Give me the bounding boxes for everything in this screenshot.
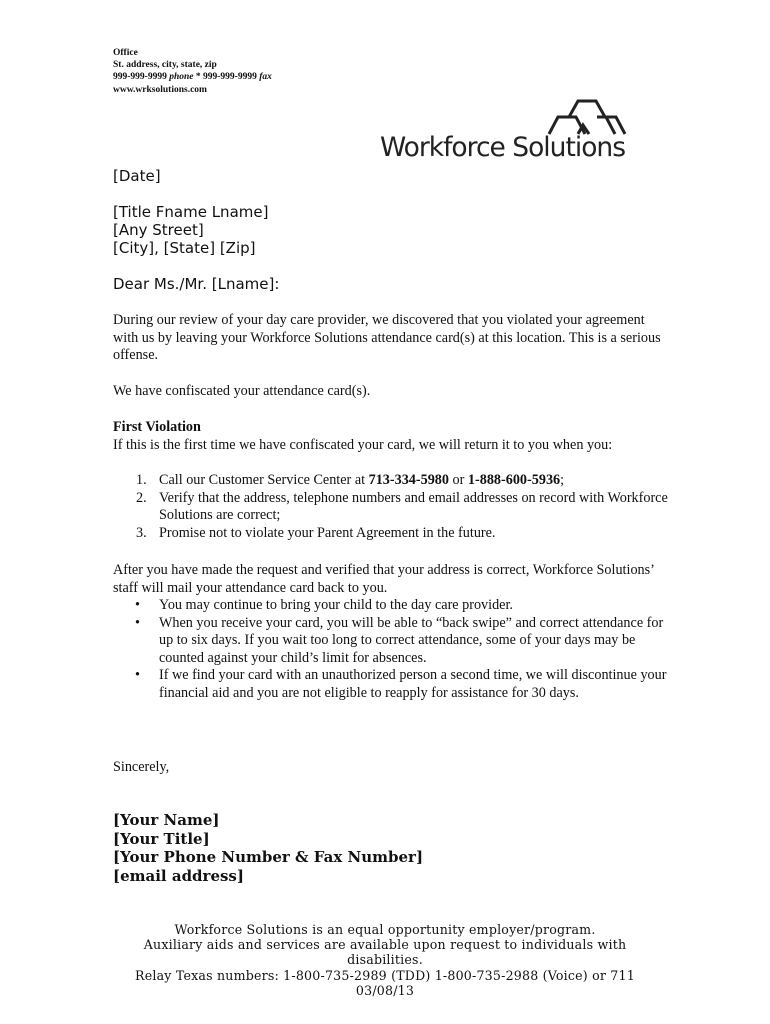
signature-name: [Your Name] <box>113 811 220 829</box>
step-text: Promise not to violate your Parent Agreement in the future. <box>159 524 496 541</box>
list-number: 2. <box>136 489 147 506</box>
salutation: Dear Ms./Mr. [Lname]: <box>113 275 280 293</box>
signature-email: [email address] <box>113 866 244 885</box>
office-phone: 999-999-9999 <box>113 72 167 83</box>
phone-number-local: 713-334-5980 <box>368 472 449 488</box>
steps-list <box>113 472 673 542</box>
bullet-icon: • <box>135 614 140 631</box>
paragraph-confiscated: We have confiscated your attendance card(s). <box>113 383 371 399</box>
office-name: Office <box>113 48 138 58</box>
office-phone-fax <box>113 71 272 83</box>
step-text: ; <box>560 472 565 488</box>
office-header <box>113 47 272 96</box>
bullet-icon: • <box>135 667 140 684</box>
recipient-address <box>113 203 268 257</box>
recipient-name: [Title Fname Lname] <box>113 203 269 221</box>
step-text: Call our Customer Service Center at <box>159 472 369 488</box>
paragraph-violation: During our review of your day care provider, we discovered that you violated your agreement with us by leaving your Workforce Solutions attendance card(s) at this location. This is a serious offense. <box>113 312 661 364</box>
letter-date: [Date] <box>113 167 161 185</box>
first-violation-section <box>113 419 673 454</box>
workforce-solutions-logo <box>380 96 655 166</box>
phone-number-tollfree: 1-888-600-5936 <box>467 472 561 488</box>
list-item <box>113 525 673 543</box>
paragraph-after-request: After you have made the request and verified that your address is correct, Workforce Solutions’ staff will mail your attendance card back to you. <box>113 562 654 596</box>
first-violation-intro: If this is the first time we have confiscated your card, we will return it to you when you: <box>113 436 613 453</box>
footer-auxiliary-aids: Auxiliary aids and services are available upon request to individuals with disabilities. <box>143 937 627 968</box>
list-number: 3. <box>136 524 147 541</box>
footer-eeo: Workforce Solutions is an equal opportunity employer/program. <box>174 922 596 937</box>
list-item <box>113 597 673 615</box>
office-address: St. address, city, state, zip <box>113 60 217 71</box>
first-violation-heading: First Violation <box>113 419 201 435</box>
list-item <box>113 490 673 525</box>
bullet-list <box>113 597 673 703</box>
signature-phone-fax: [Your Phone Number & Fax Number] <box>113 848 424 866</box>
footer-date: 03/08/13 <box>355 982 415 998</box>
list-item <box>113 615 673 668</box>
signature-title: [Your Title] <box>113 829 210 848</box>
closing: Sincerely, <box>113 759 170 775</box>
step-text: Verify that the address, telephone numbers and email addresses on record with Workforce Solutions are correct; <box>159 489 668 524</box>
office-separator: * <box>195 72 201 83</box>
office-fax-label: fax <box>259 72 272 83</box>
recipient-street: [Any Street] <box>113 221 204 239</box>
office-phone-label: phone <box>169 72 194 83</box>
bullet-text: You may continue to bring your child to the day care provider. <box>159 597 513 613</box>
list-item <box>113 472 673 490</box>
bullet-icon: • <box>135 597 140 613</box>
bullet-text: If we find your card with an unauthorized person a second time, we will discontinue your financial aid and you are not eligible to reapply for assistance for 30 days. <box>159 667 667 701</box>
office-website: www.wrksolutions.com <box>113 84 207 95</box>
signature-block <box>113 811 423 885</box>
recipient-city-state-zip: [City], [State] [Zip] <box>113 239 256 257</box>
step-text: or <box>449 472 468 488</box>
bullet-text: When you receive your card, you will be able to “back swipe” and correct attendance for up to six days. If you wait too long to correct attendance, some of your days may be counted against your child’s limit for absences. <box>159 614 664 666</box>
office-fax: 999-999-9999 <box>203 72 257 83</box>
list-number: 1. <box>136 472 147 488</box>
footer-relay-texas: Relay Texas numbers: 1-800-735-2989 (TDD) 1-800-735-2988 (Voice) or 711 <box>135 967 635 983</box>
footer <box>115 922 655 998</box>
list-item <box>113 667 673 702</box>
logo-wordmark: Workforce Solutions <box>380 132 626 163</box>
